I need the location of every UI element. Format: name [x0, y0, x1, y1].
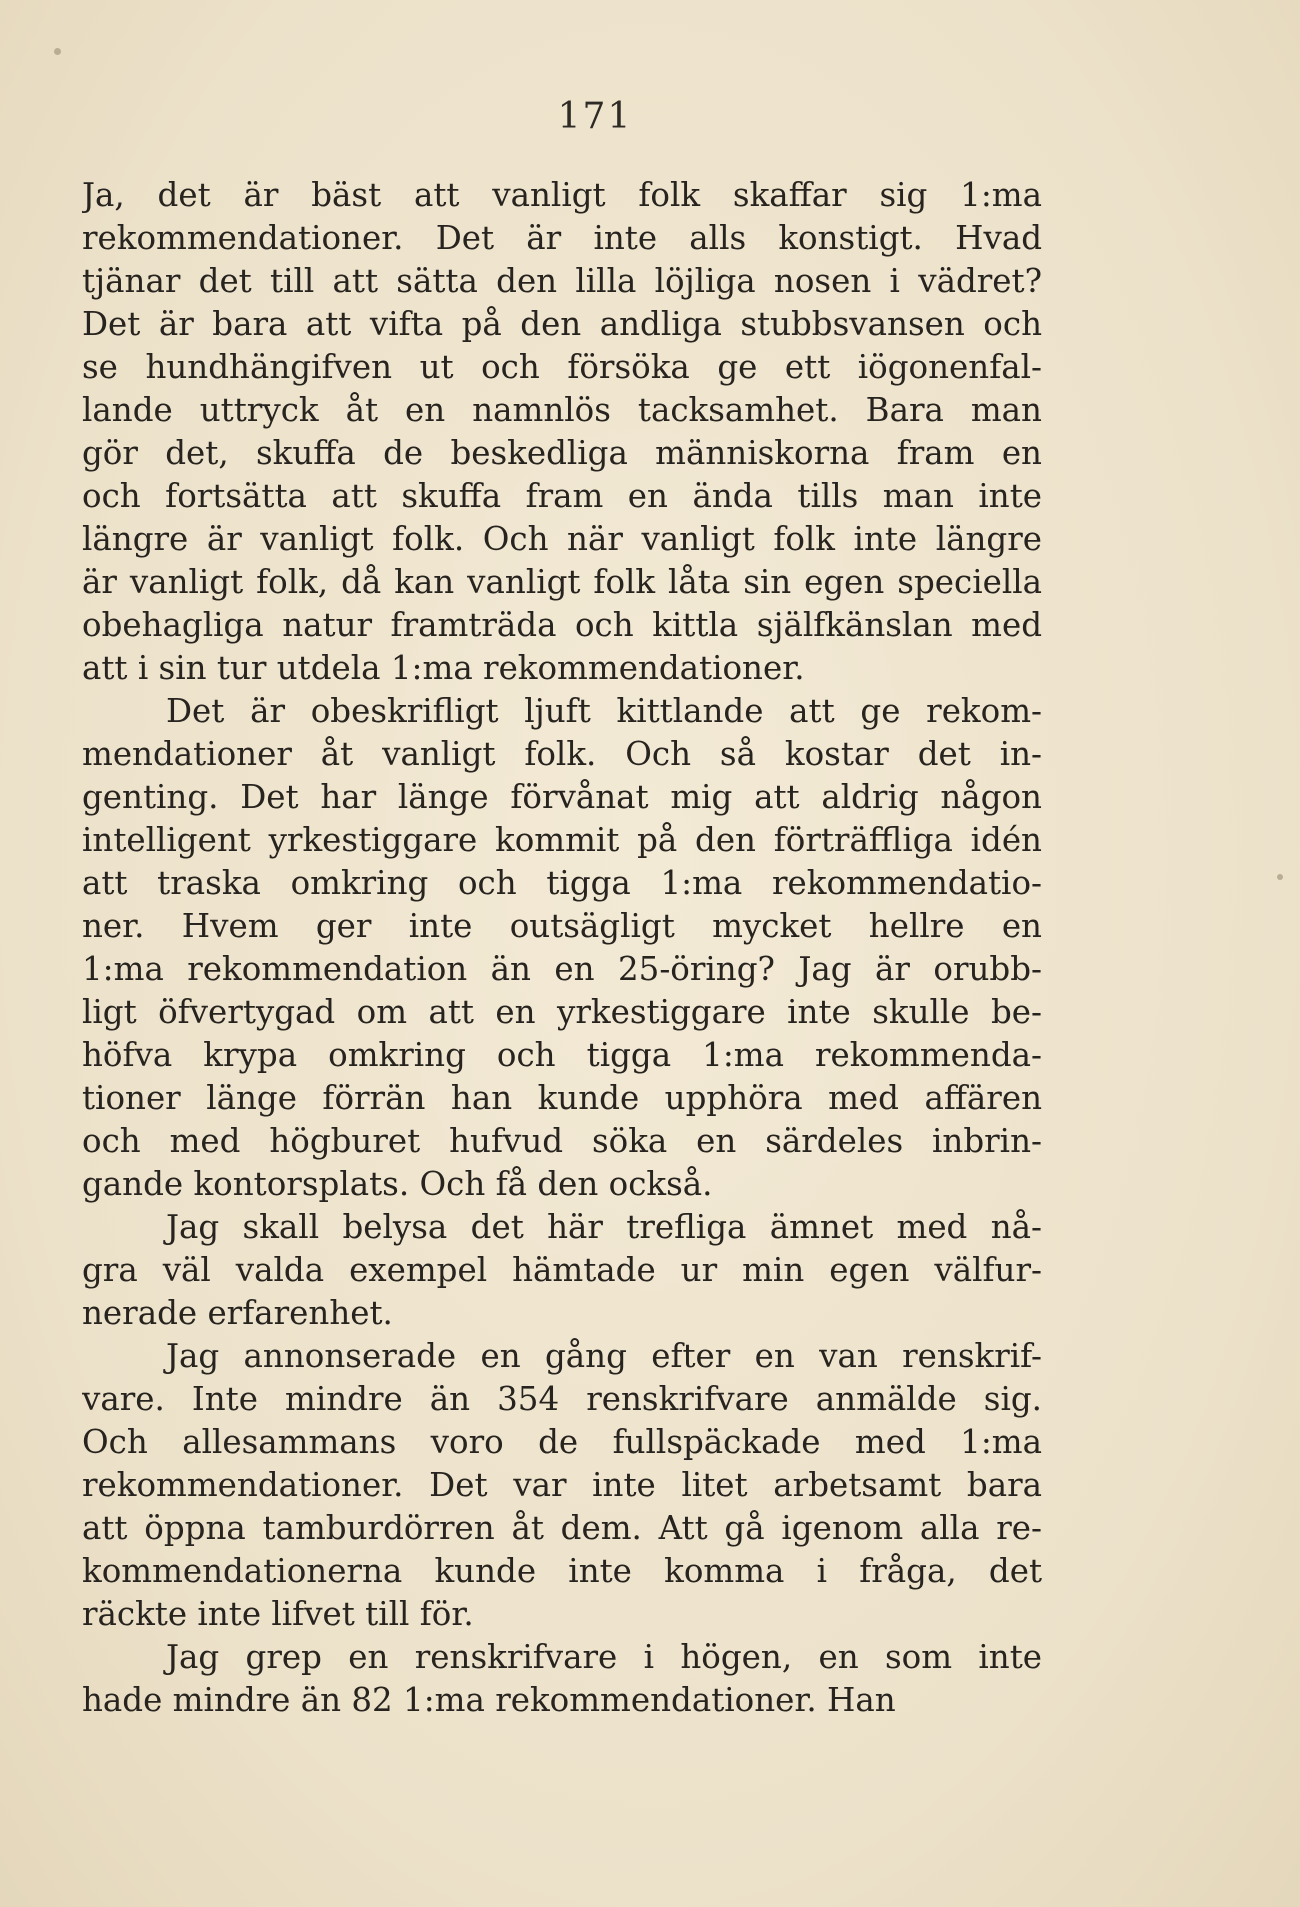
paper-speck	[1277, 874, 1283, 880]
text-line: Jag annonserade en gång efter en van renskrif-	[166, 1337, 1042, 1375]
text-line: rekommendationer. Det är inte alls konstigt. Hvad	[82, 219, 1042, 257]
text-line: att öppna tamburdörren åt dem. Att gå igenom alla re-	[82, 1509, 1042, 1547]
text-line: är vanligt folk, då kan vanligt folk låta sin egen speciella	[82, 563, 1042, 601]
text-line: och fortsätta att skuffa fram en ända tills man inte	[82, 477, 1042, 515]
text-line: genting. Det har länge förvånat mig att aldrig någon	[82, 778, 1042, 816]
text-line: Jag skall belysa det här trefliga ämnet med nå-	[166, 1208, 1042, 1246]
text-line: tioner länge förrän han kunde upphöra med affären	[82, 1079, 1042, 1117]
page-number: 171	[557, 96, 633, 137]
paragraph	[82, 1335, 1042, 1636]
text-line: hade mindre än 82 1:ma rekommendationer. Han	[82, 1681, 896, 1719]
text-line: Och allesammans voro de fullspäckade med 1:ma	[82, 1423, 1042, 1461]
text-line: räckte inte lifvet till för.	[82, 1595, 474, 1633]
body-text	[82, 174, 1042, 1722]
text-line: gör det, skuffa de beskedliga människorna fram en	[82, 434, 1042, 472]
text-line: intelligent yrkestiggare kommit på den förträffliga idén	[82, 821, 1042, 859]
text-line: gra väl valda exempel hämtade ur min egen välfur-	[82, 1251, 1042, 1289]
text-line: Ja, det är bäst att vanligt folk skaffar sig 1:ma	[82, 176, 1042, 214]
paragraph	[82, 690, 1042, 1206]
text-line: se hundhängifven ut och försöka ge ett iögonenfal-	[82, 348, 1042, 386]
text-line: mendationer åt vanligt folk. Och så kostar det in-	[82, 735, 1042, 773]
text-line: längre är vanligt folk. Och när vanligt folk inte längre	[82, 520, 1042, 558]
text-line: kommendationerna kunde inte komma i fråga, det	[82, 1552, 1042, 1590]
text-line: tjänar det till att sätta den lilla löjliga nosen i vädret?	[82, 262, 1042, 300]
text-line: obehagliga natur framträda och kittla själfkänslan med	[82, 606, 1042, 644]
text-line: lande uttryck åt en namnlös tacksamhet. Bara man	[82, 391, 1042, 429]
text-line: Det är obeskrifligt ljuft kittlande att ge rekom-	[166, 692, 1042, 730]
text-line: 1:ma rekommendation än en 25-öring? Jag är orubb-	[82, 950, 1042, 988]
paragraph	[82, 1206, 1042, 1335]
text-line: nerade erfarenhet.	[82, 1294, 393, 1332]
text-line: Det är bara att vifta på den andliga stubbsvansen och	[82, 305, 1042, 343]
text-line: gande kontorsplats. Och få den också.	[82, 1165, 713, 1203]
text-line: Jag grep en renskrifvare i högen, en som inte	[166, 1638, 1042, 1676]
text-line: höfva krypa omkring och tigga 1:ma rekommenda-	[82, 1036, 1042, 1074]
text-line: vare. Inte mindre än 354 renskrifvare anmälde sig.	[82, 1380, 1042, 1418]
paper-speck	[54, 48, 61, 55]
paragraph	[82, 174, 1042, 690]
text-line: ligt öfvertygad om att en yrkestiggare inte skulle be-	[82, 993, 1042, 1031]
text-line: och med högburet hufvud söka en särdeles inbrin-	[82, 1122, 1042, 1160]
text-line: att i sin tur utdela 1:ma rekommendationer.	[82, 649, 805, 687]
text-line: rekommendationer. Det var inte litet arbetsamt bara	[82, 1466, 1042, 1504]
paragraph	[82, 1636, 1042, 1722]
text-line: ner. Hvem ger inte outsägligt mycket hellre en	[82, 907, 1042, 945]
text-line: att traska omkring och tigga 1:ma rekommendatio-	[82, 864, 1042, 902]
